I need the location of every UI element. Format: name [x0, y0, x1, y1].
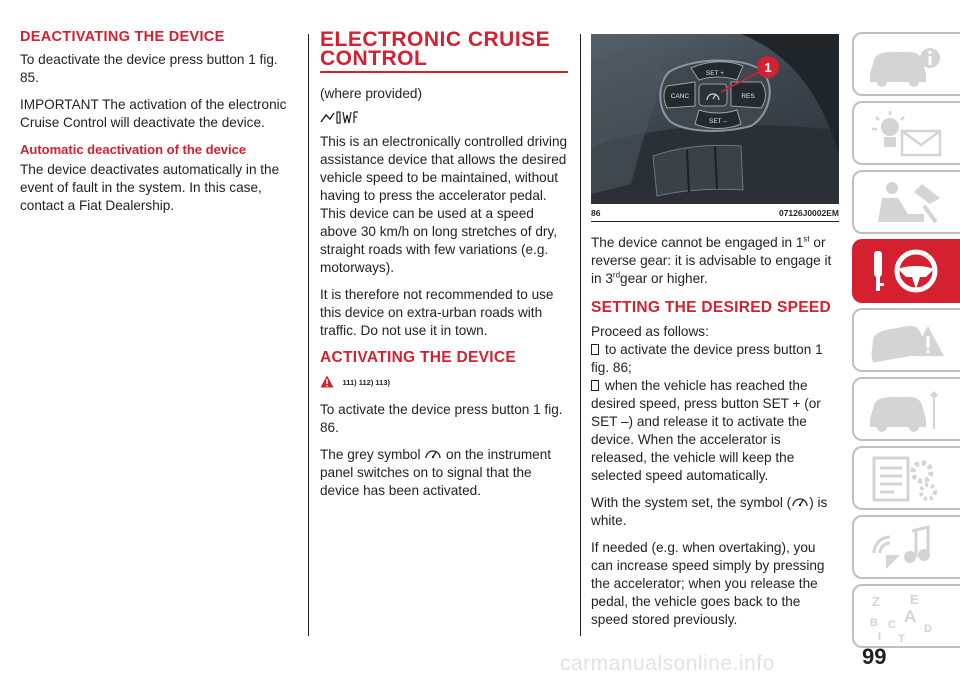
grey-symbol-text-b: on the instrument panel switches on to signal that the device has been activated. — [320, 447, 552, 498]
figure-caption — [591, 204, 839, 222]
column-divider-2 — [580, 34, 581, 636]
gear-sup-rd: rd — [612, 270, 621, 280]
symbol-text-a: With the system set, the symbol ( — [591, 495, 792, 510]
multimedia-icon — [864, 523, 950, 573]
tab-multimedia[interactable] — [852, 515, 960, 579]
important-paragraph: IMPORTANT The activation of the electronic Cruise Control will deactivate the device. — [20, 97, 287, 130]
auto-deactivation-paragraph: The device deactivates automatically in the event of fault in the system. In this case, contact a Fiat Dealership. — [20, 162, 280, 213]
where-provided-text: (where provided) — [320, 86, 422, 101]
tab-warning-lights[interactable] — [852, 101, 960, 165]
warning-lights-icon — [864, 109, 950, 159]
gear-paragraph — [591, 234, 839, 288]
column-divider-1 — [308, 34, 309, 636]
gear-text-c: gear or higher. — [620, 271, 708, 286]
cruise-speedometer-icon — [791, 495, 809, 509]
column-right — [591, 34, 839, 638]
column-left — [20, 30, 296, 224]
svg-text:D: D — [924, 623, 932, 635]
warning-triangle-icon — [320, 375, 334, 388]
activating-heading: ACTIVATING THE DEVICE — [320, 349, 517, 366]
tab-emergency[interactable] — [852, 308, 960, 372]
intro-paragraph: This is an electronically controlled driving assistance device that allows the desired vehicle speed to be maintained, without having to press the accelerator pedal. This device can be used at a speed above 30 km/h on long stretches of dry, straight roads with few variations (e.g. motorways). — [320, 134, 568, 275]
deactivating-heading: DEACTIVATING THE DEVICE — [20, 29, 225, 45]
starting-driving-icon — [864, 247, 950, 297]
figure-number: 86 — [591, 208, 601, 218]
canc-label: CANC — [670, 93, 690, 100]
activate-paragraph: To activate the device press button 1 fig. 86. — [320, 402, 563, 435]
version-icon — [320, 109, 570, 125]
res-label: RES — [741, 93, 755, 100]
tab-maintenance[interactable] — [852, 377, 960, 441]
auto-deactivation-subheading: Automatic deactivation of the device — [20, 142, 247, 157]
cruise-speedometer-icon — [424, 447, 442, 461]
emergency-icon — [864, 316, 950, 366]
tab-starting-driving[interactable] — [852, 239, 960, 303]
seat-safety-icon — [864, 178, 950, 228]
symbol-white-paragraph — [591, 494, 839, 530]
tab-technical-data[interactable] — [852, 446, 960, 510]
gear-text-a: The device cannot be engaged in 1 — [591, 235, 804, 250]
technical-data-icon — [864, 454, 950, 504]
svg-text:C: C — [888, 619, 896, 631]
svg-text:T: T — [898, 633, 905, 642]
cruise-control-heading: ELECTRONIC CRUISE CONTROL — [320, 28, 551, 70]
set-plus-label: SET + — [705, 70, 725, 77]
bullet-item-2: when the vehicle has reached the desired speed, press button SET + (or SET –) and release it to activate the device. When the accelerator is released, the vehicle will keep the selected speed automatically. — [591, 378, 821, 483]
svg-text:B: B — [870, 617, 878, 629]
watermark-text: carmanualsonline.info — [560, 652, 775, 675]
svg-text:I: I — [878, 631, 882, 642]
gear-sup-st: st — [803, 234, 810, 244]
not-recommended-paragraph: It is therefore not recommended to use this device on extra-urban roads with traffic. Do not use it in town. — [320, 287, 554, 338]
svg-text:E: E — [910, 592, 919, 607]
tab-car-info[interactable] — [852, 32, 960, 96]
tab-index[interactable] — [852, 584, 960, 648]
column-middle — [320, 30, 570, 509]
warning-refs — [320, 373, 570, 391]
svg-text:A: A — [904, 607, 917, 626]
index-icon — [864, 592, 950, 642]
warning-refs-text: 111) 112) 113) — [342, 378, 390, 387]
svg-text:Z: Z — [872, 594, 880, 609]
set-minus-label: SET – — [709, 118, 727, 125]
overtaking-paragraph: If needed (e.g. when overtaking), you can increase speed simply by pressing the accelerator; when you release the pedal, the vehicle goes back to the speed stored previously. — [591, 540, 825, 627]
chapter-tabs — [852, 32, 960, 653]
car-info-icon — [864, 40, 950, 90]
deactivate-paragraph: To deactivate the device press button 1 fig. 85. — [20, 52, 278, 85]
proceed-paragraph: Proceed as follows: — [591, 324, 709, 339]
bullet-box-icon — [591, 380, 599, 391]
grey-symbol-text-a: The grey symbol — [320, 447, 421, 462]
bullet-item-1: to activate the device press button 1 fig. 86; — [591, 342, 823, 375]
gear-text-b: or reverse gear: it is advisable to engage it in 3 — [591, 235, 832, 286]
callout-1-label: 1 — [764, 60, 772, 75]
maintenance-icon — [864, 385, 950, 435]
figure-code: 07126J0002EM — [778, 208, 839, 218]
bullet-box-icon — [591, 344, 599, 355]
grey-symbol-paragraph — [320, 446, 570, 500]
setting-speed-heading: SETTING THE DESIRED SPEED — [591, 299, 832, 316]
symbol-text-b: ) is white. — [591, 495, 828, 528]
steering-wheel-figure — [591, 34, 839, 204]
page-number: 99 — [862, 644, 887, 669]
tab-safety[interactable] — [852, 170, 960, 234]
